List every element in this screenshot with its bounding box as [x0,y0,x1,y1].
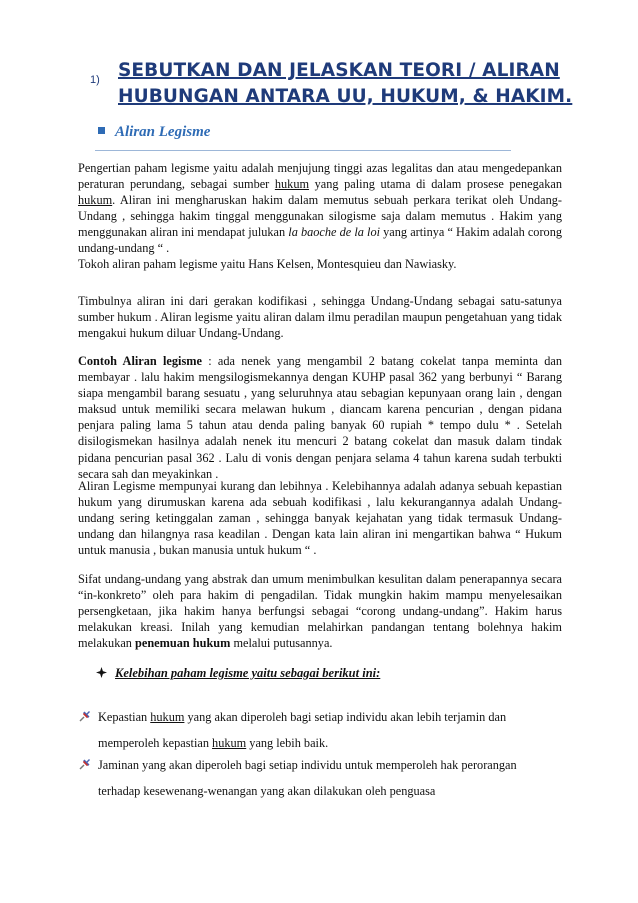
subheading-text: Aliran Legisme [115,124,211,140]
heading-line-1: SEBUTKAN DAN JELASKAN TEORI / ALIRAN [118,60,560,81]
heading-number: 1) [90,74,100,86]
para3-text: : ada nenek yang mengambil 2 batang cokelat tanpa meminta dan membayar . lalu hakim mengsilogismekannya dengan KUHP pasal 362 yang berbunyi “ Barang siapa mengambil barang sesuatu , yang seluruhnya atau sebagian kepunyaan orang lain , dengan maksud untuk memiliki secara melawan hukum , diancam karena pencurian , dengan pidana penjara paling lama 5 tahun atau denda paling banyak 60 rupiah * tempo dulu * . Setelah disilogismekan hasilnya adalah nenek itu mencuri 2 batang cokelat dan masuk dalam tindak pidana pencurian pasal 362 . Lalu di vonis dengan penjara selama 4 tahun karena sudah terbukti secara sah dan meyakinkan . [78,354,562,481]
para1b-text: Tokoh aliran paham legisme yaitu Hans Kelsen, Montesquieu dan Nawiasky. [78,257,457,271]
para3-bold: Contoh Aliran legisme [78,354,202,368]
list-item-text: Kepastian hukum yang akan diperoleh bagi setiap individu akan lebih terjamin dan memperoleh kepastian hukum yang lebih baik. [98,710,507,750]
push-pin-icon [78,757,92,771]
para1-text-4: yang artinya “ Hakim adalah corong undang-undang “ . [78,225,562,256]
paragraph-figures [78,256,562,272]
para1-italic: la baoche de la loi [288,225,381,240]
para4-text: Aliran Legisme mempunyai kurang dan lebihnya . Kelebihannya adalah adanya sebuah kepastian hukum yang dirumuskan karena ada sebuah kodifikasi , lalu kekurangannya adalah Undang-undang sering ketinggalan zaman , sehingga banyak kejahatan yang tidak termasuk Undang-undang dan hilangnya rasa keadilan . Dengan kata lain aliran ini mengartikan bahwa “ Hukum untuk manusia , bukan manusia untuk hukum “ . [78,479,562,558]
paragraph-origin [78,293,562,341]
para5-text: Sifat undang-undang yang abstrak dan umum menimbulkan kesulitan dalam penerapannya secara “in-konkreto” oleh para hakim di pengadilan. Tidak mungkin hakim mampu menyelesaikan persengketaan, jika hakim hanya berfungsi sebagai “corong undang-undang”. Hakim harus melakukan kreasi. Inilah yang kemudian melahirkan pandangan tentang bolehnya hakim melakukan [78,572,562,651]
diamond-bullet-icon [96,667,107,678]
para5-end: melalui putusannya. [230,636,333,651]
push-pin-icon [78,709,92,723]
heading-line-2: HUBUNGAN ANTARA UU, HUKUM, & HAKIM. [118,86,573,107]
subheading-rule [95,150,511,151]
para1-text-2: yang paling utama di dalam prosese penegakan [309,177,562,192]
link-hukum[interactable]: hukum [274,177,310,192]
subheading2-text: Kelebihan paham legisme yaitu sebagai berikut ini: [115,666,381,680]
para5-bold: penemuan hukum [135,636,231,651]
square-bullet-icon [98,127,105,134]
paragraph-definition [78,160,562,257]
subheading [98,124,210,141]
list-item-text: Jaminan yang akan diperoleh bagi setiap individu untuk memperoleh hak perorangan terhadap kesewenang-wenangan yang akan dilakukan oleh penguasa [98,758,517,798]
para1-text-3: . Aliran ini mengharuskan hakim dalam memutus sebuah perkara terikat oleh Undang-Undang , sehingga hakim tinggal menggunakan silogisme saja dalam memutus . Hakim yang menggunakan aliran ini mendapat julukan [78,193,562,240]
subheading-advantages [96,666,380,681]
heading-title [118,58,578,110]
para1-text-1: Pengertian paham legisme yaitu adalah menjujung tinggi azas legalitas dan atau mengedepankan peraturan perundang, sebagai sumber [78,161,562,192]
link-hukum[interactable]: hukum [150,710,185,724]
paragraph-pros-cons [78,478,562,558]
link-hukum[interactable]: hukum [78,193,113,208]
paragraph-abstract [78,571,562,651]
para2-text: Timbulnya aliran ini dari gerakan kodifikasi , sehingga Undang-Undang sebagai satu-satunya sumber hukum . Aliran legisme yaitu aliran dalam ilmu peradilan maupun pengetahuan yang tidak mengakui hukum diluar Undang-Undang. [78,294,562,341]
paragraph-example [78,353,562,482]
link-hukum[interactable]: hukum [212,736,247,750]
